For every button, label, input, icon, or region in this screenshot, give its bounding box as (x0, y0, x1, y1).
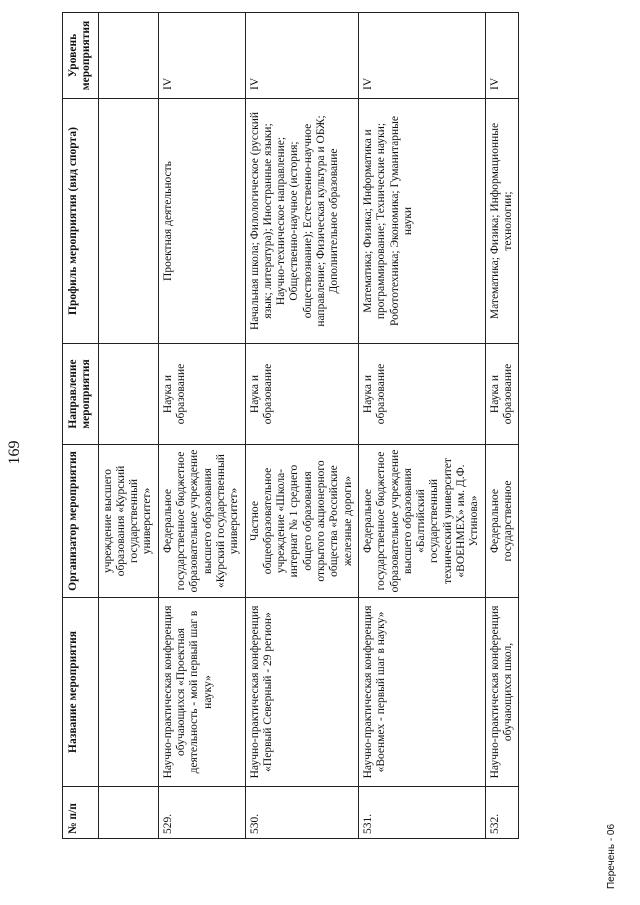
table-row (245, 13, 358, 839)
footer-note: Перечень - 06 (606, 823, 617, 889)
cell-name: Научно-практическая конференция «Первый Северный - 29 регион» (245, 598, 358, 787)
events-table (62, 12, 519, 839)
cell-direction (98, 344, 158, 445)
cell-name (98, 598, 158, 787)
table-row (358, 13, 485, 839)
cell-level (98, 13, 158, 99)
cell-organizer: учреждение высшего образования «Курский государственный университет» (98, 445, 158, 598)
cell-direction: Наука и образование (485, 344, 519, 445)
cell-num: 531. (358, 787, 485, 839)
cell-direction: Наука и образование (158, 344, 245, 445)
header-direction: Направление мероприятия (63, 344, 99, 445)
cell-organizer: Федеральное государственное бюджетное образовательное учреждение высшего образования «Курский государственный университет» (158, 445, 245, 598)
header-level: Уровень мероприятия (63, 13, 99, 99)
cell-name: Научно-практическая конференция обучающихся «Проектная деятельность - мой первый шаг в науку» (158, 598, 245, 787)
cell-num (98, 787, 158, 839)
cell-level: IV (358, 13, 485, 99)
cell-level: IV (485, 13, 519, 99)
table-row (98, 13, 158, 839)
header-profile: Профиль мероприятия (вид спорта) (63, 99, 99, 344)
cell-organizer: Частное общеобразовательное учреждение «Школа-интернат № 1 среднего общего образования открытого акционерного общества «Российские железные дороги» (245, 445, 358, 598)
cell-name: Научно-практическая конференция обучающихся школ, (485, 598, 519, 787)
cell-profile (98, 99, 158, 344)
cell-num: 530. (245, 787, 358, 839)
cell-profile: Проектная деятельность (158, 99, 245, 344)
cell-profile: Математика; Физика; Информатика и программирование; Технические науки; Робототехника; Экономика; Гуманитарные науки (358, 99, 485, 344)
cell-organizer: Федеральное государственное бюджетное образовательное учреждение высшего образования «Балтийский государственный технический университет «ВОЕНМЕХ» им. Д.Ф. Устинова» (358, 445, 485, 598)
header-name: Название мероприятия (63, 598, 99, 787)
cell-num: 532. (485, 787, 519, 839)
cell-direction: Наука и образование (245, 344, 358, 445)
cell-level: IV (245, 13, 358, 99)
header-row (63, 13, 99, 839)
page-number: 169 (6, 440, 23, 465)
cell-organizer: Федеральное государственное (485, 445, 519, 598)
table-row (485, 13, 519, 839)
cell-num: 529. (158, 787, 245, 839)
cell-profile: Начальная школа; Филологическое (русский язык; литература); Иностранные языки; Научно-техническое направление; Общественно-научное (история; обществознание); Естественно-научное направление; Физическая культура и ОБЖ; Дополнительное образование (245, 99, 358, 344)
cell-level: IV (158, 13, 245, 99)
cell-profile: Математика; Физика; Информационные технологии; (485, 99, 519, 344)
cell-name: Научно-практическая конференция «Военмех - первый шаг в науку» (358, 598, 485, 787)
header-organizer: Организатор мероприятия (63, 445, 99, 598)
header-num: № п/п (63, 787, 99, 839)
table-row (158, 13, 245, 839)
cell-direction: Наука и образование (358, 344, 485, 445)
